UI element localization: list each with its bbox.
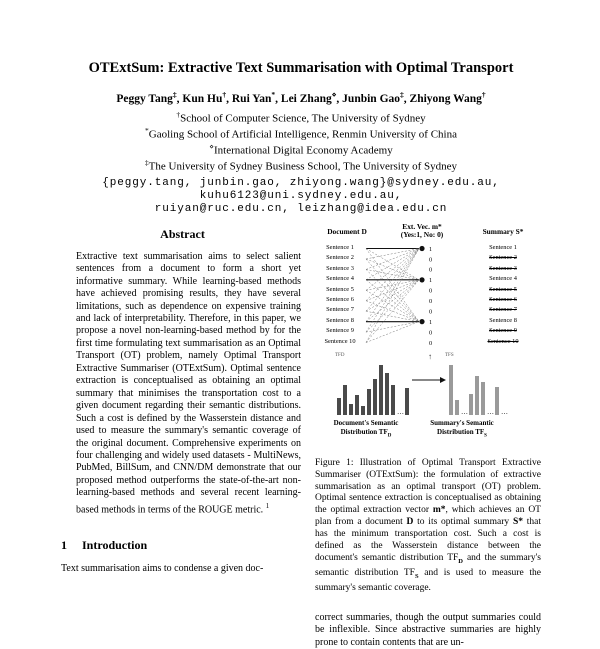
sentence-item: Sentence 6 [489,296,517,304]
extraction-vector-value: 0 [429,297,433,305]
transport-line [366,321,419,331]
sentence-item: Sentence 2 [326,254,354,262]
chart-bar [495,387,499,415]
sentence-item: Sentence 9 [326,327,354,335]
chart-bar [379,365,383,415]
right-column [315,223,541,649]
sentence-item: Sentence 2 [489,254,517,262]
extraction-vector-value: 1 [429,318,433,326]
extraction-vector-value: 0 [429,266,433,274]
author-name: Kun Hu† [182,90,227,105]
ot-plan-diagram [315,243,541,349]
chart-bar [449,365,453,415]
affiliation-line: ‡The University of Sydney Business School, The University of Sydney [144,158,458,173]
affiliation-line: ⋄International Digital Economy Academy [209,142,393,157]
ellipsis-label: … [501,407,507,416]
transport-line [366,280,419,322]
chart-bar [349,404,353,415]
transport-line [366,280,419,311]
section-title: Introduction [82,537,148,552]
affiliation-line: *Gaoling School of Artificial Intelligence, Renmin University of China [145,126,457,141]
chart-bar [481,382,485,415]
email-line: kuhu6123@uni.sydney.edu.au, [199,189,403,202]
chart-bar [385,373,389,415]
transport-line [366,280,419,332]
up-arrow-icon: ↑ [428,351,432,361]
chart-bar [469,394,473,415]
extraction-vector-value: 0 [429,308,433,316]
section-number: 1 [61,537,67,552]
email-line: {peggy.tang, junbin.gao, zhiyong.wang}@sydney.edu.au, [102,176,500,189]
chart-bar [455,400,459,415]
tf-s-annotation: TFS [445,352,454,358]
distribution-charts [315,351,541,416]
chart-bar [337,398,341,415]
selected-sentence-node [419,277,424,282]
figure-vec-header [379,223,465,240]
sentence-item: Sentence 4 [489,275,517,283]
figure-1 [315,223,541,445]
chart-bar [343,385,347,415]
sentence-item: Sentence 1 [489,243,517,251]
sentence-item: Sentence 10 [324,337,356,345]
chart-bar [373,379,377,415]
chart-bar [367,389,371,415]
chart-bar [475,376,479,415]
summary-distribution-chart [449,365,507,415]
figure-summary-header: Summary S* [482,226,524,236]
figure-caption: Figure 1: Illustration of Optimal Transport Extractive Summariser (OTExtSum): the formulation of extractive summarisation as an optimal transport (OT) problem. Optimal sentence extraction is conceptualised as obtaining the optimal extraction vector m*, which achieves an OT plan from a document D to its optimal summary S* that has the minimum transportation cost. Such a cost is defined as the Wasserstein distance between the document's semantic distribution $TF_D$ and the summary's semantic distribution $TF_S$ and is used to measure the summary's semantic coverage. [315,457,541,593]
ellipsis-label: … [397,407,403,416]
sentence-item: Sentence 7 [489,306,517,314]
figure-doc-header: Document D [327,226,367,236]
transport-line [366,248,419,290]
tf-d-annotation: TFD [335,352,345,358]
author-name: Zhiyong Wang† [409,90,486,105]
sentence-item: Sentence 8 [489,316,517,324]
abstract-heading: Abstract [160,226,205,241]
transport-line [366,248,419,300]
affiliation-line: †School of Computer Science, The University of Sydney [176,109,426,125]
extraction-vector-value: 0 [429,329,433,337]
email-block [61,177,541,217]
extraction-vector-value: 0 [429,256,433,264]
author-name: Peggy Tang‡ [116,90,177,105]
document-sentence-list [315,243,365,348]
sentence-item: Sentence 4 [326,275,354,283]
right-body-paragraph: correct summaries, though the output summaries could be inflexible. Since abstractive summaries are highly prone to contain contents that are un- [315,611,541,648]
paper-title: OTExtSum: Extractive Text Summarisation with Optimal Transport [88,60,514,76]
sentence-item: Sentence 5 [326,285,354,293]
author-name: Junbin Gao‡ [342,90,404,105]
sentence-item: Sentence 7 [326,306,354,314]
left-column [61,223,304,649]
transport-line [366,311,419,321]
chart-bar [405,388,409,415]
sentence-item: Sentence 1 [326,243,354,251]
intro-paragraph: Text summarisation aims to condense a given doc- [61,562,264,574]
doc-chart-label: Document's Semantic Distribution $TF_D$ [333,418,399,439]
selected-sentence-node [419,246,424,251]
figure-vec-header-line2: (Yes:1, No: 0) [400,230,444,240]
author-line: Peggy Tang‡, Kun Hu†, Rui Yan*, Lei Zhang⋄, Junbin Gao‡, Zhiyong Wang† [116,90,486,105]
summary-chart-label: Summary's Semantic Distribution $TF_S$ [430,418,494,439]
figure-column-headers [315,223,541,240]
sentence-item: Sentence 3 [326,264,354,272]
sentence-item: Sentence 10 [487,337,519,345]
sentence-item: Sentence 6 [326,296,354,304]
chart-bar [391,385,395,415]
transport-line [366,321,419,342]
transport-line [366,248,419,258]
email-line: ruiyan@ruc.edu.cn, leizhang@idea.edu.cn [154,203,448,216]
sentence-item: Sentence 5 [489,285,517,293]
transport-line [366,259,419,322]
extraction-vector-value: 0 [429,287,433,295]
summary-sentence-list [471,243,535,348]
sentence-item: Sentence 3 [489,264,517,272]
author-name: Lei Zhang⋄ [280,90,337,105]
two-column-layout [61,223,541,649]
affiliation-block [61,110,541,175]
chart-bar [355,395,359,415]
ellipsis-label: … [461,407,467,416]
ellipsis-label: … [487,407,493,416]
selected-sentence-node [419,319,424,324]
doc-distribution-chart [337,365,409,415]
transport-line [366,248,419,269]
extraction-vector-value: 1 [429,245,433,253]
abstract-text: Extractive text summarisation aims to select salient sentences from a document to form a short yet informative summary. While learning-based methods have achieved promising results, they have several limitations, such as dependence on expensive training and lack of interpretability. Therefore, in this paper, we propose a novel non-learning-based method by for the first time formulating text summarisation as an Optimal Transport (OT) problem, namely Optimal Transport Extractive Summariser (OTExtSum). Optimal sentence extraction is conceptualised as obtaining an optimal summary that minimises the transportation cost to a given document regarding their semantic distributions. Such a cost is defined by the Wasserstein distance and used to measure the summary's semantic coverage of the original document. Comprehensive experiments on four challenging and widely used datasets - MultiNews, PubMed, BillSum, and CNN/DM demonstrate that our proposed method outperforms the state-of-the-art non-learning-based methods and several recent learning-based methods in terms of the ROUGE metric. $^1$ [76,250,301,516]
figure-vec-header-line1: Ext. Vec. m* [402,221,442,231]
sentence-item: Sentence 8 [326,316,354,324]
extraction-vector-value: 0 [429,339,433,347]
author-name: Rui Yan* [231,90,276,105]
section-heading-introduction [61,538,304,553]
extraction-vector-value: 1 [429,276,433,284]
sentence-item: Sentence 9 [489,327,517,335]
chart-labels [315,419,541,445]
chart-bar [361,406,365,415]
bipartite-lines [365,243,481,349]
transport-line [366,280,419,343]
right-arrow-icon [412,371,446,389]
